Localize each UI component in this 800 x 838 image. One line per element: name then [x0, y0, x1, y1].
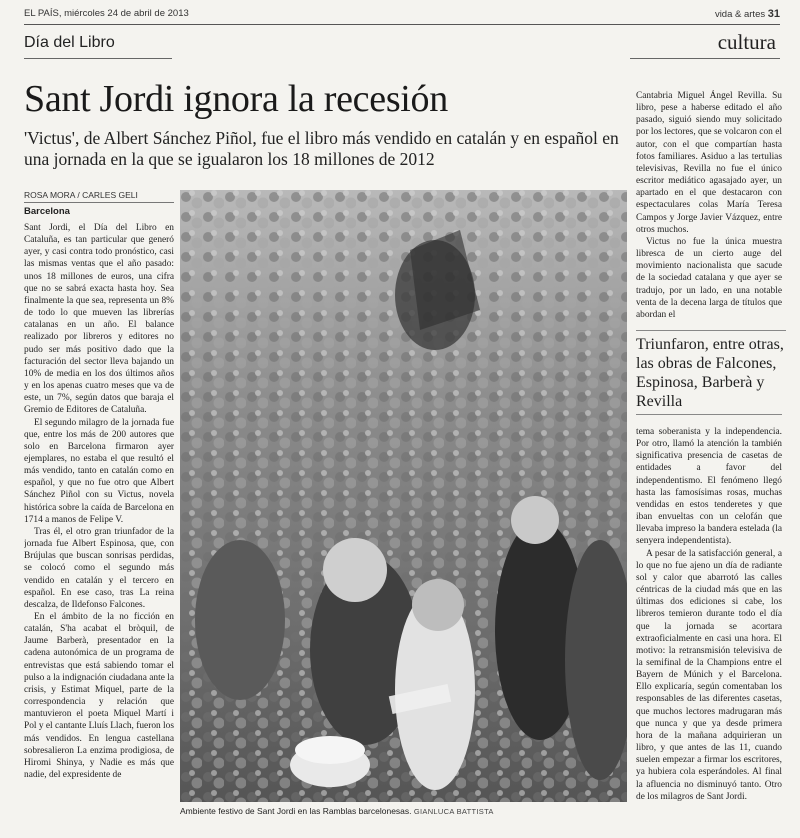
subhead: 'Victus', de Albert Sánchez Piñol, fue el libro más vendido en catalán y en español en una jornada en la que se igualaron los 18 millones de 2012	[24, 128, 619, 169]
paragraph: El segundo milagro de la jornada fue que, entre los más de 200 autores que solo en Barcelona firmaron ayer ejemplares, no estaba el que resultó el más vendido, tanto en catalán como en español, y que no fue otro que Albert Sánchez Piñol con su Victus, novela histórica sobre la caída de Barcelona en 1714 a manos de Felipe V.	[24, 417, 174, 525]
byline: ROSA MORA / CARLES GELI	[24, 190, 174, 203]
crowd-photo	[180, 190, 627, 802]
paragraph: tema soberanista y la independencia. Por otro, llamó la atención la también significativa presencia de casetas de entidades a favor del independentismo. El fenómeno llegó hasta las famosísimas rosas, muchas vendidas en estos tenderetes y que iban envueltas con un celofán que llevaba impreso la bandera estelada (la senyera independentista).	[636, 427, 782, 547]
paragraph: A pesar de la satisfacción general, a lo que no fue ajeno un día de radiante sol y calor que abarrotó las calles céntricas de la ciudad más que en las últimas dos ediciones si cabe, los libreros temieron durante todo el día que la jornada se acortara extraoficialmente en casi una hora. El motivo: la retransmisión televisiva de la semifinal de la Champions entre el Bayern de Múnich y el Barcelona. Ello explicaría, según comentaban los responsables de las diferentes casetas, que muchos lectores madrugaran más que nunca y que ya desde primera hora de la mañana adquirieran un libro, y que antes de las 11, cuando suelen empezar a firmar los escritores, ya hubiera cola esperándoles. Al final la afluencia no disminuyó tanto. Otro de los milagros de Sant Jordi.	[636, 548, 782, 802]
page-header	[24, 6, 780, 22]
section-rule	[24, 58, 172, 59]
section-page-label	[715, 8, 780, 20]
paragraph: Victus no fue la única muestra libresca de un cierto auge del movimiento nacionalista que sacude de la sociedad catalana y que ayer se tradujo, por un lado, en una notable venta de la decena larga de títulos que abordan el	[636, 236, 782, 320]
photo-caption	[180, 806, 627, 816]
paragraph: Tras él, el otro gran triunfador de la jornada fue Albert Espinosa, que, con Brújulas que buscan sonrisas perdidas, se colocó como el segundo más vendido en catalán y el tercero en español. En ese caso, tras La reina descalza, de Ildefonso Falcones.	[24, 526, 174, 610]
pull-quote-rule	[636, 414, 782, 415]
article-column-3-top	[636, 90, 782, 322]
photo-credit: GIANLUCA BATTISTA	[413, 807, 494, 816]
section-page-name: vida & artes	[714, 9, 766, 20]
section-label: Día del Libro	[24, 34, 115, 51]
header-rule	[24, 24, 780, 25]
article-column-1	[24, 222, 174, 832]
headline: Sant Jordi ignora la recesión	[24, 78, 448, 120]
section-right-label: cultura	[717, 30, 776, 54]
section-right-rule	[630, 58, 780, 59]
pull-quote: Triunfaron, entre otras, las obras de Falcones, Espinosa, Barberà y Revilla	[636, 330, 786, 411]
publication-date: EL PAÍS, miércoles 24 de abril de 2013	[24, 8, 189, 19]
paragraph: Cantabria Miguel Ángel Revilla. Su libro, pese a haberse editado el año pasado, siguió siendo muy solicitado por los lectores, que se volcaron con el autor, con el que compartían hasta fotos familiares. Asiduo a las tertulias televisivas, Revilla no fue el único escritor mediático agasajado ayer, un apartado en el que destacaron con espectaculares colas María Teresa Campos y Jorge Javier Vázquez, entre otros muchos.	[636, 91, 782, 235]
dateline-location: Barcelona	[24, 206, 70, 217]
article-column-3-bottom	[636, 426, 782, 831]
page-number: 31	[767, 8, 780, 20]
crowd-photo-image	[180, 190, 627, 802]
paragraph: En el ámbito de la no ficción en catalán, S'ha acabat el bròquil, de Jaume Barberà, presentador en la cadena autonómica de un programa de entrevistas que está sabiendo tomar el pulso a la indignación ciudadana ante la crisis, y Estimat Miquel, parte de la correspondencia y relación que mantuvieron el poeta Miquel Martí i Pol y el cantante Lluís Llach, fueron los más vendidos. En lengua castellana sobresalieron La enzima prodigiosa, de Hiromi Shinya, y Nadie es más que nadie, del expresidente de	[24, 612, 174, 781]
paragraph: Sant Jordi, el Día del Libro en Cataluña, es tan particular que generó ayer, y casi contra todo pronóstico, casi las mismas ventas que el año pasado: unos 18 millones de euros, una cifra que no se sabrá exacta hasta hoy. Sea finalmente la que sea, representa un 8% de todo lo que mueven las librerías catalanas en un año. El balance realizado por libreros y editores no pudo ser más positivo dado que la facturación del sector lleva bajando un 10% de media en los dos últimos años y en los apenas cuatro meses que va de este, un 7%, según datos que baraja el Gremio de Editores de Cataluña.	[24, 223, 174, 416]
caption-text: Ambiente festivo de Sant Jordi en las Ramblas barcelonesas.	[180, 806, 412, 816]
